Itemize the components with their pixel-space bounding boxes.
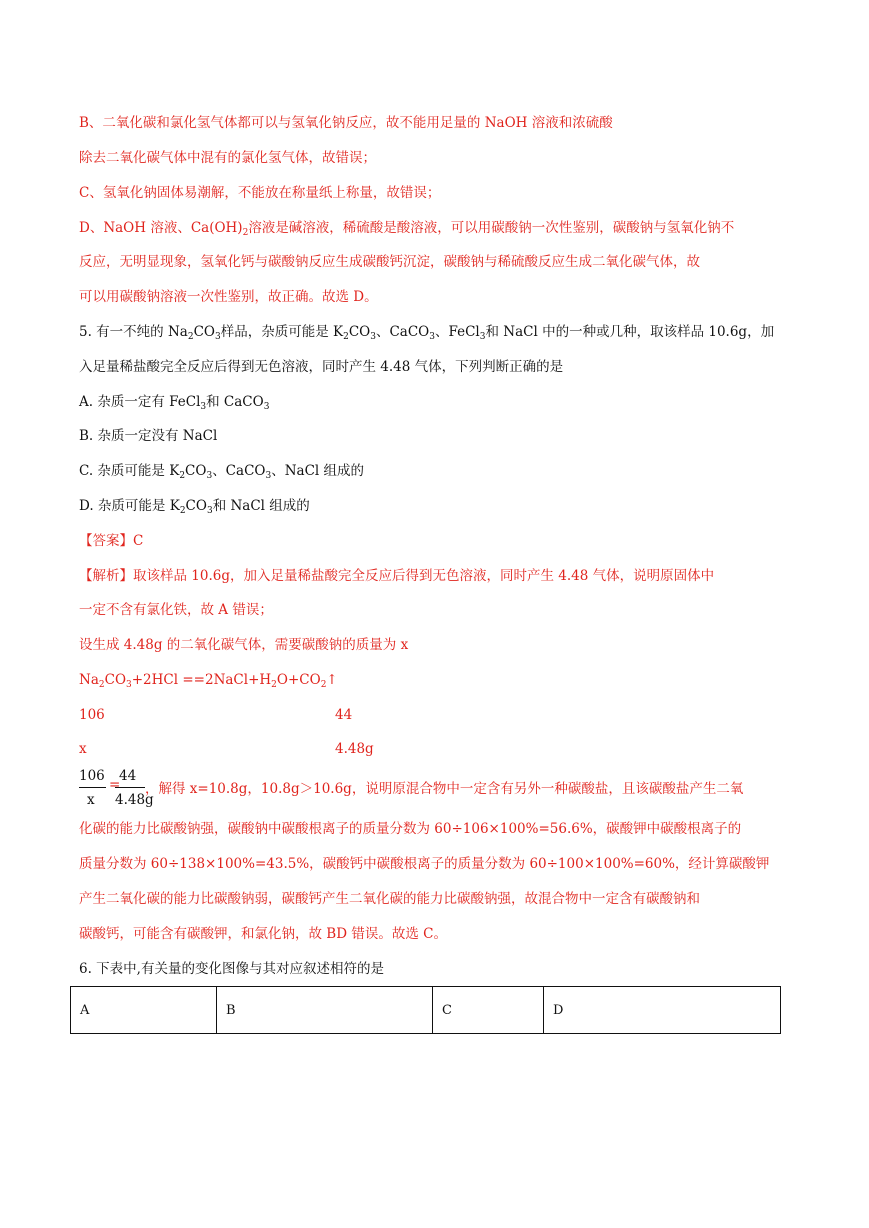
- ratio-row-1: 106 44: [79, 707, 353, 723]
- analysis-line-8: 碳酸钙，可能含有碳酸钾，和氯化钠，故 BD 错误。故选 C。: [79, 926, 447, 942]
- answer-line: [79, 532, 143, 550]
- explanation-d-line-3: 可以用碳酸钠溶液一次性鉴别，故正确。故选 D。: [79, 289, 378, 305]
- explanation-b-line-2: 除去二氧化碳气体中混有的氯化氢气体，故错误；: [79, 150, 376, 166]
- table-header-a: A: [71, 987, 217, 1034]
- answer-value: C: [133, 533, 144, 549]
- ratio-row-2: x 4.48g: [79, 741, 374, 757]
- fraction-denominator-1: x: [87, 792, 95, 808]
- table-header-d: D: [544, 987, 781, 1034]
- fraction-bar-2: [115, 787, 145, 788]
- explanation-d-line-2: 反应，无明显现象，氢氧化钙与碳酸钠反应生成碳酸钙沉淀，碳酸钠与稀硫酸反应生成二氧化碳气体，故: [79, 254, 700, 270]
- fraction-denominator-2: 4.48g: [115, 792, 154, 808]
- analysis-line-1: 【解析】取该样品 10.6g，加入足量稀盐酸完全反应后得到无色溶液，同时产生 4.48 气体，说明原固体中: [79, 568, 715, 584]
- analysis-line-3: 设生成 4.48g 的二氧化碳气体，需要碳酸钠的质量为 x: [79, 637, 409, 653]
- question-6-stem: 6. 下表中,有关量的变化图像与其对应叙述相符的是: [79, 961, 384, 977]
- question-6-table: [70, 986, 781, 1034]
- explanation-c: C、氢氧化钠固体易潮解，不能放在称量纸上称量，故错误；: [79, 185, 441, 201]
- analysis-line-5: 化碳的能力比碳酸钠强，碳酸钠中碳酸根离子的质量分数为 60÷106×100%=56.6%，碳酸钾中碳酸根离子的: [79, 821, 742, 837]
- explanation-d-line-1: D、NaOH 溶液、$Ca(OH)_2$溶液是碱溶液，稀硫酸是酸溶液，可以用碳酸钠一次性鉴别，碳酸钠与氢氧化钠不: [79, 220, 735, 238]
- chemical-equation: $Na_2CO_3+2HCl$ $==2NaCl+H_2O+CO_2↑$: [79, 672, 338, 690]
- option-a: A. 杂质一定有 FeCl$_3$和 CaCO$_3$: [79, 394, 270, 412]
- proportion-fraction: [79, 768, 154, 812]
- table-header-c: C: [433, 987, 544, 1034]
- option-b: B. 杂质一定没有 NaCl: [79, 428, 218, 444]
- answer-label: 【答案】: [79, 533, 133, 549]
- fraction-bar-1: [79, 787, 106, 788]
- table-header-b: B: [217, 987, 433, 1034]
- analysis-label: 【解析】: [79, 568, 133, 584]
- fraction-equals: =: [109, 777, 121, 793]
- question-5-stem-line-2: 入足量稀盐酸完全反应后得到无色溶液，同时产生 4.48 气体，下列判断正确的是: [79, 359, 564, 375]
- analysis-line-6: 质量分数为 60÷138×100%=43.5%，碳酸钙中碳酸根离子的质量分数为 60÷100×100%=60%，经计算碳酸钾: [79, 856, 770, 872]
- analysis-line-7: 产生二氧化碳的能力比碳酸钠弱，碳酸钙产生二氧化碳的能力比碳酸钠强，故混合物中一定含有碳酸钠和: [79, 891, 700, 907]
- analysis-line-4: ，解得 x=10.8g，10.8g＞10.6g，说明原混合物中一定含有另外一种碳酸盐，且该碳酸盐产生二氧: [145, 781, 744, 797]
- analysis-line-2: 一定不含有氯化铁，故 A 错误；: [79, 602, 273, 618]
- option-d: D. 杂质可能是 $K_2CO_3$和 NaCl 组成的: [79, 498, 310, 516]
- question-5-stem-line-1: 5. 有一不纯的 $Na_2CO_3$样品，杂质可能是 $K_2CO_3$、CaCO$_3$、FeCl$_3$和 NaCl 中的一种或几种，取该样品 10.6g，加: [79, 324, 775, 342]
- table-header-row: [71, 987, 781, 1034]
- fraction-numerator-2: 44: [119, 768, 137, 784]
- fraction-numerator-1: 106: [79, 768, 105, 784]
- option-c: C. 杂质可能是 $K_2CO_3$、CaCO$_3$、NaCl 组成的: [79, 463, 365, 481]
- explanation-b-line-1: B、二氧化碳和氯化氢气体都可以与氢氧化钠反应，故不能用足量的 NaOH 溶液和浓硫酸: [79, 115, 613, 131]
